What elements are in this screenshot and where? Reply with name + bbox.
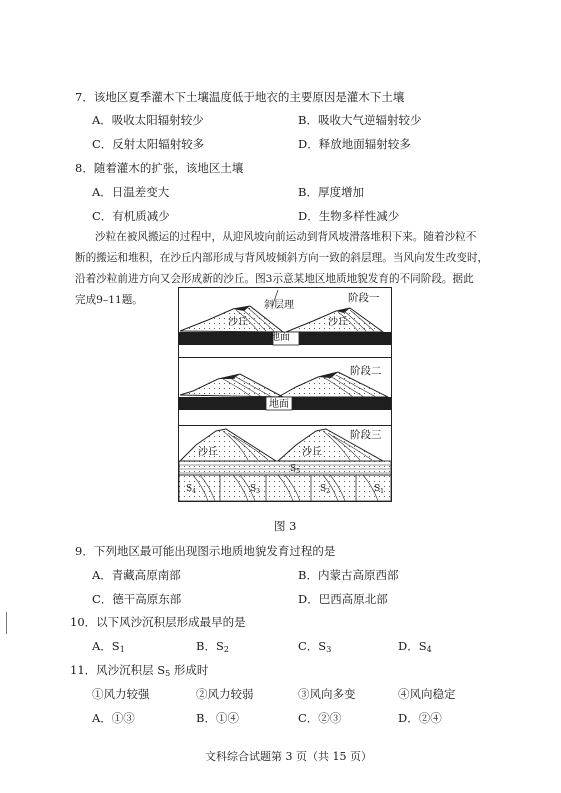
q9-option-d: D．巴西高原北部 (298, 592, 388, 606)
ground-label-2: 地面 (269, 399, 289, 410)
stage-3-dune-left-label: 沙丘 (198, 447, 218, 458)
layer-s4-label: $S_4$ (186, 484, 196, 495)
layer-s3-label: $S_3$ (250, 484, 260, 495)
cross-bedding-label: 斜层理 (264, 300, 294, 311)
ground-label: 地面 (270, 332, 290, 343)
stage-1-diagram (178, 287, 392, 364)
question-11-stem: 11．风沙沉积层 $S_5$ 形成时 (70, 663, 209, 678)
q7-option-a: A．吸收太阳辐射较少 (92, 113, 204, 127)
q7-option-b: B．吸收大气逆辐射较少 (298, 113, 422, 127)
q8-option-b: B．厚度增加 (298, 185, 364, 199)
q8-option-d: D．生物多样性减少 (298, 209, 400, 223)
margin-mark (6, 612, 7, 634)
q8-option-a: A．日温差变大 (92, 185, 170, 199)
layer-s1-label: $S_1$ (374, 484, 384, 495)
q10-option-b: B．$S_2$ (196, 639, 229, 654)
q10-option-a: A．$S_1$ (92, 639, 125, 654)
q9-option-a: A．青藏高原南部 (92, 568, 181, 582)
q7-option-c: C．反射太阳辐射较多 (92, 137, 205, 151)
dune-left-label: 沙丘 (228, 317, 248, 328)
passage-line-4: 完成9–11题。 (75, 294, 143, 306)
stage-3-label: 阶段三 (350, 429, 382, 441)
q11-option-b: B．①④ (196, 711, 239, 725)
figure-stage-2 (178, 357, 392, 434)
q11-option-a: A．①③ (92, 711, 135, 725)
q9-option-c: C．德干高原东部 (92, 592, 182, 606)
q7-option-d: D．释放地面辐射较多 (298, 137, 411, 151)
q8-option-c: C．有机质减少 (92, 209, 170, 223)
stage-3-diagram (178, 425, 392, 502)
passage-line-3: 沿着沙粒前进方向又会形成新的沙丘。图3示意某地区地质地貌发育的不同阶段。据此 (75, 273, 474, 285)
q9-option-b: B．内蒙古高原西部 (298, 568, 399, 582)
dune-right-label: 沙丘 (328, 317, 348, 328)
page-footer: 文科综合试题第 3 页（共 15 页） (205, 750, 372, 763)
q10-option-c: C．$S_3$ (298, 639, 332, 654)
question-7-stem: 7．该地区夏季灌木下土壤温度低于地衣的主要原因是灌木下土壤 (75, 90, 405, 104)
figure-stage-1 (178, 287, 392, 364)
stage-1-label: 阶段一 (348, 292, 380, 304)
stage-2-diagram (178, 357, 392, 427)
q11-item-2: ②风力较弱 (196, 687, 254, 701)
passage-line-2: 断的搬运和堆积，在沙丘内部形成与背风坡倾斜方向一致的斜层理。当风向发生改变时， (75, 252, 489, 264)
q11-item-4: ④风向稳定 (398, 687, 456, 701)
layer-s2-label: $S_2$ (320, 484, 330, 495)
passage-line-1: 沙粒在被风搬运的过程中，从迎风坡向前运动到背风坡滑落堆积下来。随着沙粒不 (95, 231, 477, 243)
q11-item-3: ③风向多变 (298, 687, 356, 701)
stage-3-dune-right-label: 沙丘 (302, 447, 322, 458)
question-8-stem: 8．随着灌木的扩张，该地区土壤 (75, 161, 244, 175)
figure-stage-3 (178, 425, 392, 502)
question-9-stem: 9．下列地区最可能出现图示地质地貌发育过程的是 (75, 544, 336, 558)
stage-2-label: 阶段二 (350, 365, 382, 377)
q10-option-d: D．$S_4$ (398, 639, 432, 654)
question-10-stem: 10．以下风沙沉积层形成最早的是 (70, 615, 246, 629)
layer-s5-label: $S_5$ (290, 464, 300, 475)
figure-caption: 图 3 (274, 519, 297, 533)
q11-option-c: C．②③ (298, 711, 342, 725)
q11-option-d: D．②④ (398, 711, 442, 725)
q11-item-1: ①风力较强 (92, 687, 150, 701)
